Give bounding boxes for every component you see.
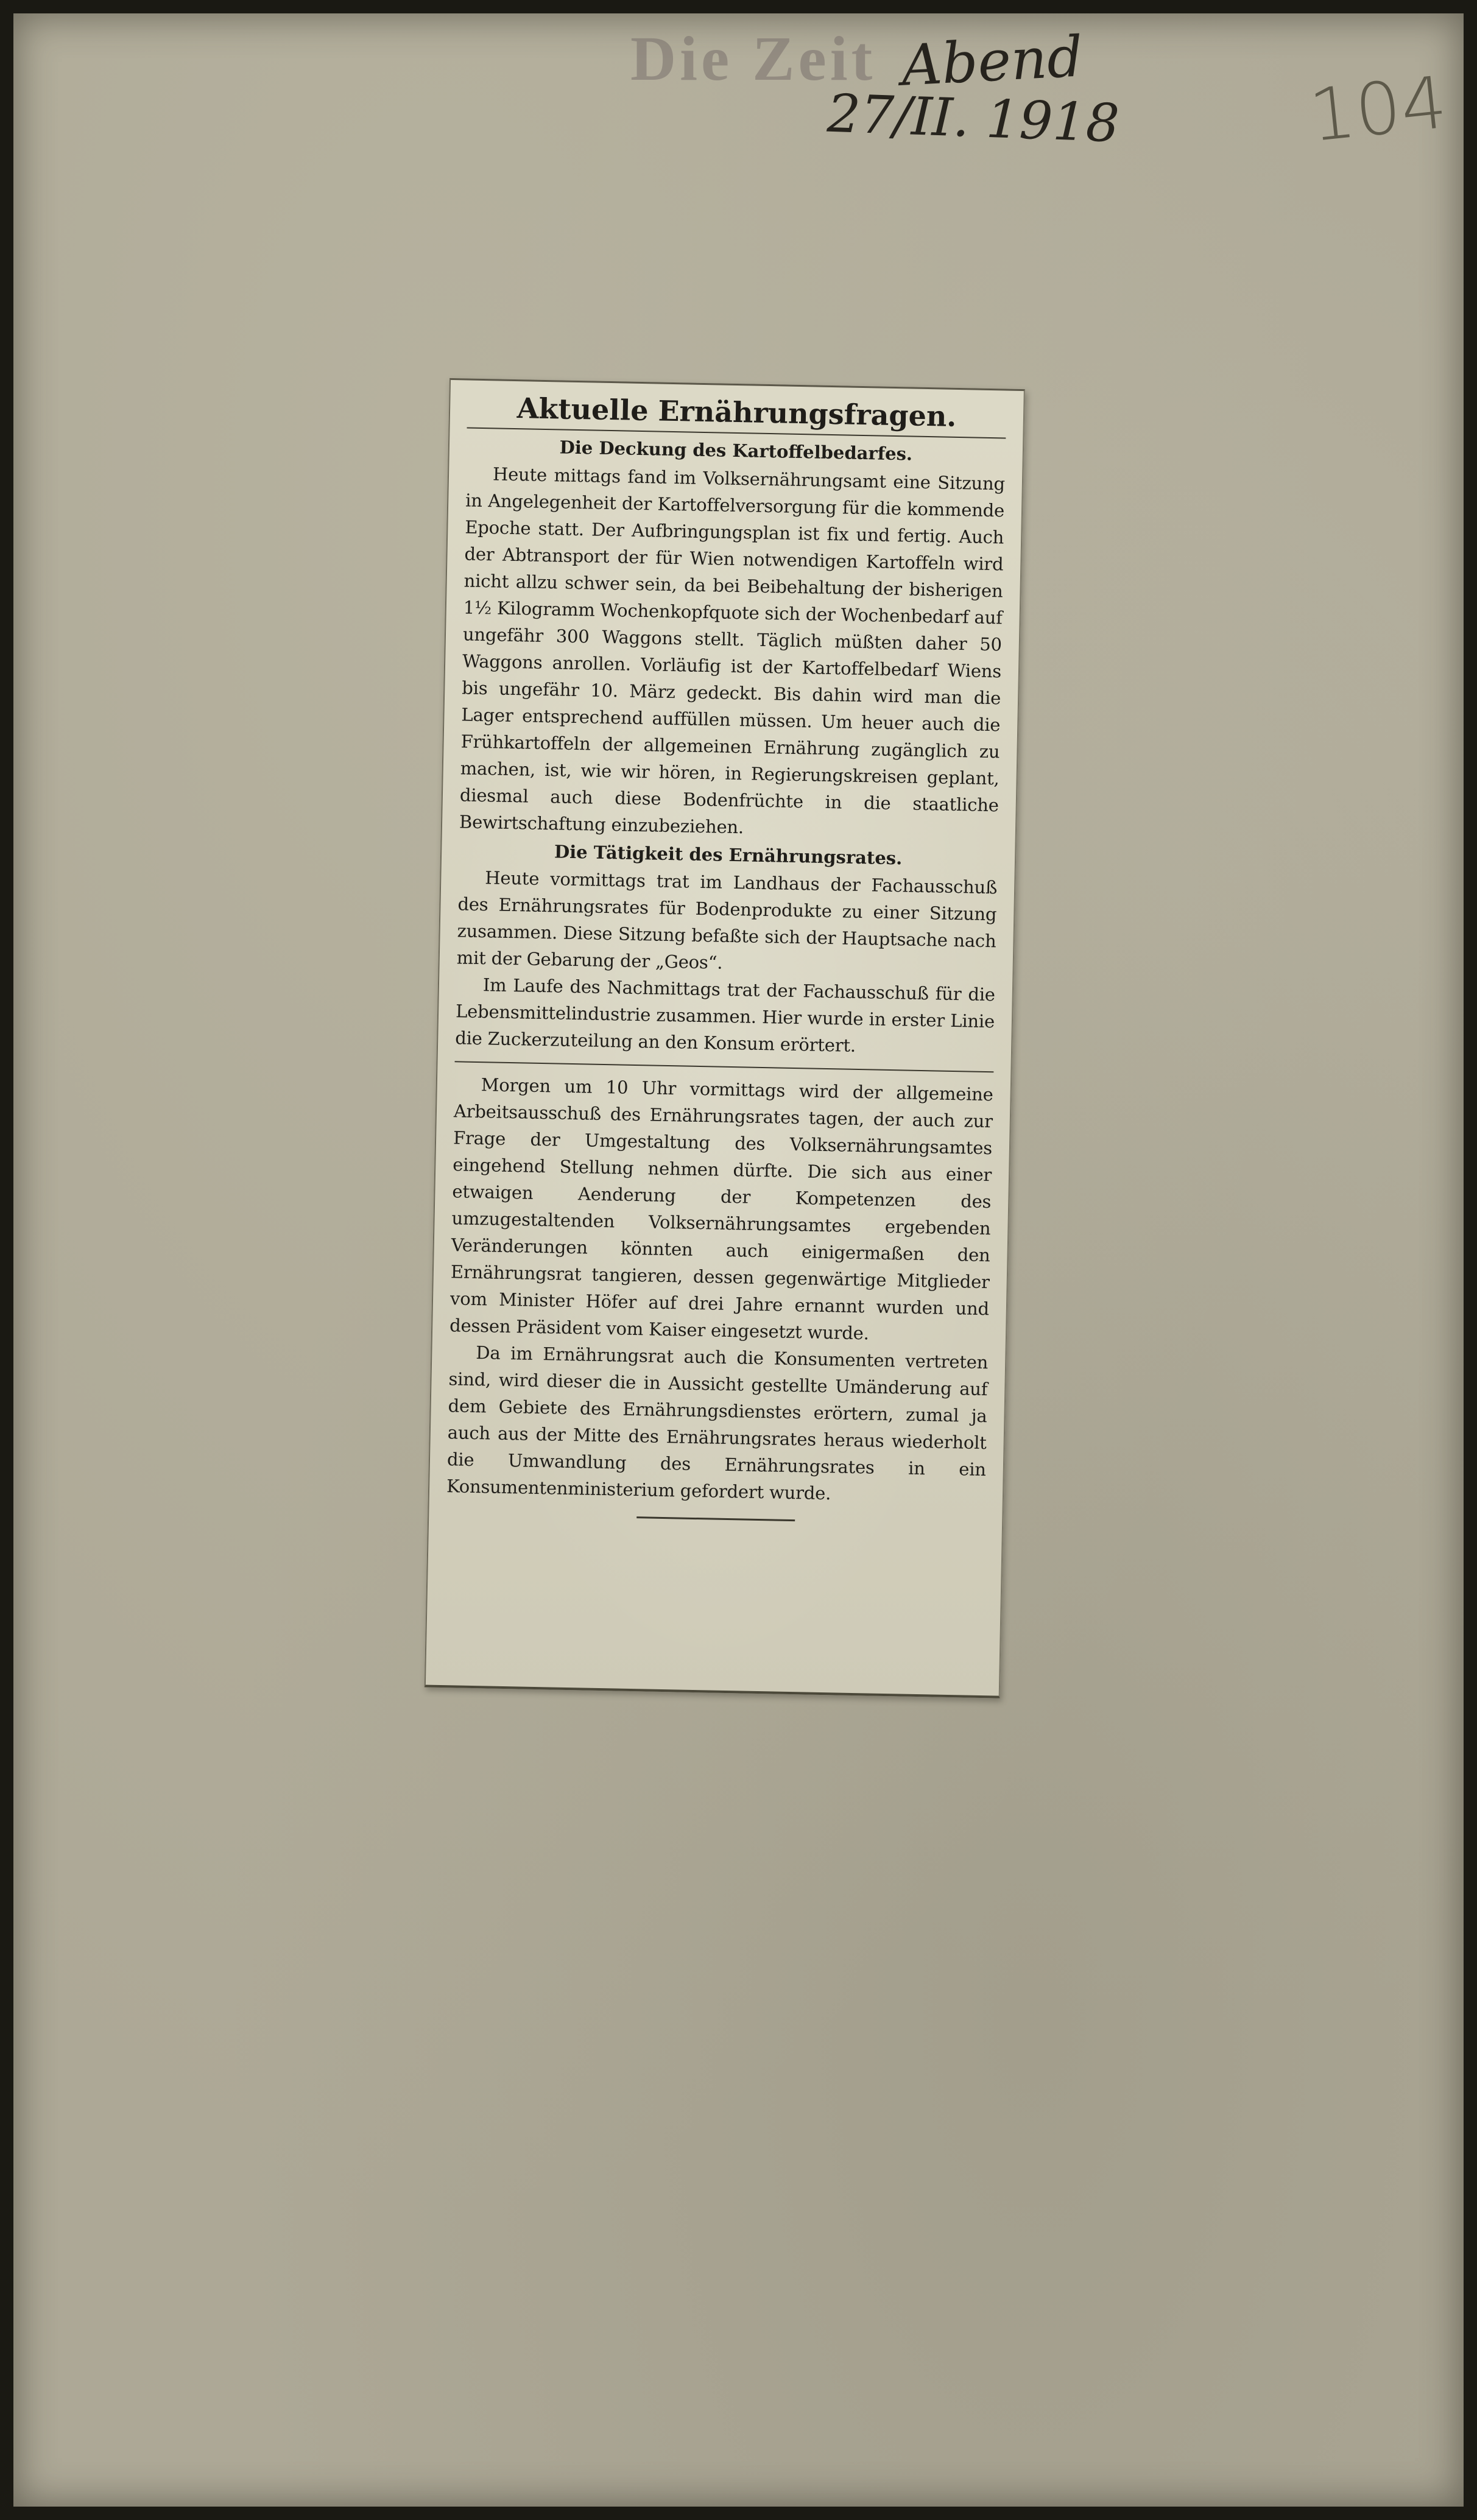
article-title: Aktuelle Ernährungsfragen.: [467, 392, 1007, 439]
article-paragraph: Morgen um 10 Uhr vormittags wird der allgemeine Arbeitsausschuß des Ernährungsrates tagen, der auch zur Frage der Umgestaltung des Volksernährungsamtes eingehend Stellung nehmen dürfte. Die sich aus einer etwaigen Aenderung der Kompetenzen des umzugestaltenden Volksernährungsamtes ergebenden Veränderungen könnten auch einigermaßen den Ernährungsrat tangieren, dessen gegenwärtige Mitglieder vom Minister Höfer auf drei Jahre ernannt wurden und dessen Präsident vom Kaiser eingesetzt wurde.: [449, 1074, 993, 1344]
section-heading-nutrition-council: Die Tätigkeit des Ernährungsrates.: [554, 840, 903, 868]
section-divider: [455, 1061, 994, 1073]
article-paragraph: Heute vormittags trat im Landhaus der Fachausschuß des Ernährungsrates für Bodenprodukte zu einer Sitzung zusammen. Diese Sitzung befaßte sich der Hauptsache nach mit der Gebarung der „Geos“.: [456, 867, 998, 973]
newspaper-name-stamp: Die Zeit: [630, 24, 876, 94]
newspaper-clipping: [425, 378, 1025, 1698]
end-rule: [636, 1516, 795, 1521]
folio-number: 104: [1305, 60, 1451, 158]
handwritten-date: 27/II. 1918: [826, 83, 1121, 155]
section-heading-potato-supply: Die Deckung des Kartoffelbedarfes.: [559, 437, 913, 465]
article-paragraph: Heute mittags fand im Volksernährungsamt eine Sitzung in Angelegenheit der Kartoffelversorgung für die kommende Epoche statt. Der Aufbringungsplan ist fix und fertig. Auch der Abtransport der für Wien notwendigen Kartoffeln wird nicht allzu schwer sein, da bei Beibehaltung der bisherigen 1½ Kilogramm Wochenkopfquote sich der Wochenbedarf auf ungefähr 300 Waggons stellt. Täglich müßten daher 50 Waggons anrollen. Vorläufig ist der Kartoffelbedarf Wiens bis ungefähr 10. März gedeckt. Bis dahin wird man die Lager entsprechend auffüllen müssen. Um heuer auch die Frühkartoffeln der allgemeinen Ernährung zugänglich zu machen, ist, wie wir hören, in Regierungskreisen geplant, diesmal auch diese Bodenfrüchte in die staatliche Bewirtschaftung einzubeziehen.: [459, 463, 1006, 837]
handwritten-edition-note: Abend: [900, 24, 1085, 99]
article-paragraph: Da im Ernährungsrat auch die Konsumenten vertreten sind, wird dieser die in Aussicht gestellte Umänderung auf dem Gebiete des Ernährungsdienstes erörtern, zumal ja auch aus der Mitte des Ernährungsrates heraus wiederholt die Umwandlung des Ernährungsrates in ein Konsumentenministerium gefordert wurde.: [446, 1342, 989, 1504]
article-paragraph: Im Laufe des Nachmittags trat der Fachausschuß für die Lebensmittelindustrie zusammen. Hier wurde in erster Linie die Zuckerzuteilung an den Konsum erörtert.: [454, 974, 996, 1057]
